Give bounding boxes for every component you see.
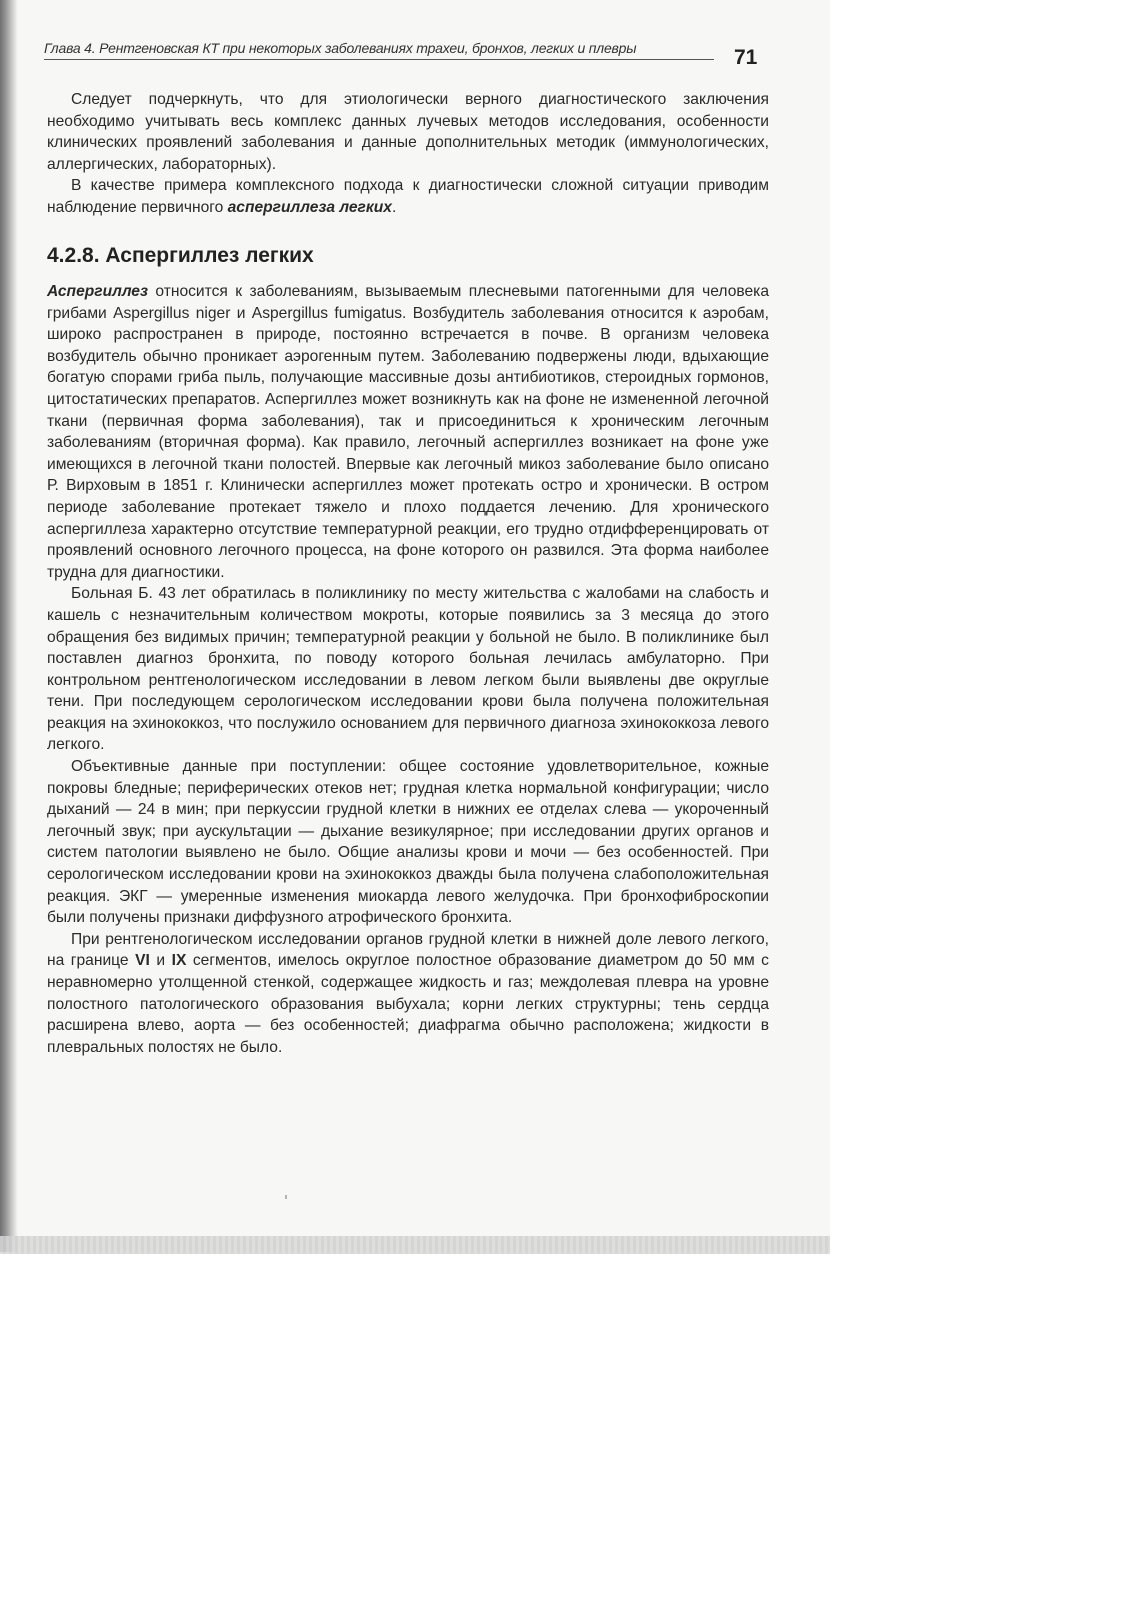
section-paragraph-3: Объективные данные при поступлении: общее состояние удовлетворительное, кожные покровы бледные; периферических отеков нет; грудная клетка нормальной конфигурации; число дыханий — 24 в мин; при перкуссии грудной клетки в нижних ее отделах слева — укороченный легочный звук; при аускультации — дыхание везикулярное; при исследовании других органов и систем патологии выявлено не было. Общие анализы крови и мочи — без особенностей. При серологическом исследовании крови на эхинококкоз дважды была получена слабоположительная реакция. ЭКГ — умеренные изменения миокарда левого желудочка. При бронхофиброскопии были получены признаки диффузного атрофического бронхита. (47, 758, 769, 927)
intro-paragraph-2-text: В качестве примера комплексного подхода к диагностически сложной ситуации приводим наблюдение первичного (47, 177, 769, 216)
section-paragraph-4 (47, 929, 769, 1059)
running-header: Глава 4. Рентгеновская КТ при некоторых заболеваниях трахеи, бронхов, легких и плевры (44, 40, 637, 56)
section-paragraph-1 (47, 281, 769, 583)
intro-paragraph-2-end: . (391, 198, 397, 216)
emphasized-term: аспергиллеза легких (227, 198, 392, 216)
header-rule (44, 59, 714, 60)
intro-text (47, 89, 769, 219)
segment-number: IX (171, 952, 187, 970)
page-number: 71 (734, 46, 758, 69)
section-paragraph-4-end: сегментов, имелось округлое полостное образование диаметром до 50 мм с неравномерно утолщенной стенкой, содержащее жидкость и газ; междолевая плевра на уровне полостного патологического образования выбухала; корни легких структурны; тень сердца расширена влево, аорта — без особенностей; диафрагма обычно расположена; жидкости в плевральных полостях не было. (47, 952, 769, 1056)
conjunction: и (149, 952, 172, 970)
binding-shadow (0, 0, 18, 1252)
scan-speck (285, 1195, 287, 1199)
intro-paragraph-2 (47, 175, 769, 218)
defined-term: Аспергиллез (47, 283, 148, 300)
section-body (47, 281, 769, 1058)
section-heading: 4.2.8. Аспергиллез легких (47, 244, 314, 267)
segment-number: VI (135, 952, 150, 970)
section-paragraph-2: Больная Б. 43 лет обратилась в поликлинику по месту жительства с жалобами на слабость и кашель с незначительным количеством мокроты, которые появились за 3 месяца до этого обращения без видимых причин; температурной реакции у больной не было. В поликлинике был поставлен диагноз бронхита, по поводу которого больная лечилась амбулаторно. При контрольном рентгенологическом исследовании в левом легком были выявлены две округлые тени. При последующем серологическом исследовании крови была получена положительная реакция на эхинококкоз, что послужило основанием для первичного диагноза эхинококкоза левого легкого. (47, 585, 769, 754)
section-paragraph-4-text: При рентгенологическом исследовании органов грудной клетки в нижней доле левого легкого, на границе (47, 930, 769, 970)
scan-bottom-edge (0, 1236, 830, 1254)
section-paragraph-1-text: относится к заболеваниям, вызываемым плесневыми патогенными для человека грибами Aspergillus niger и Aspergillus fumigatus. Возбудитель заболевания относится к аэробам, широко распространен в природе, постоянно встречается в почве. В организм человека возбудитель обычно проникает аэрогенным путем. Заболеванию подвержены люди, вдыхающие богатую спорами гриба пыль, получающие массивные дозы антибиотиков, стероидных гормонов, цитостатических препаратов. Аспергиллез может возникнуть как на фоне не измененной легочной ткани (первичная форма заболевания), так и присоединиться к хроническим легочным заболеваниям (вторичная форма). Как правило, легочный аспергиллез возникает на фоне уже имеющихся в легочной ткани полостей. Впервые как легочный микоз заболевание было описано Р. Вирховым в 1851 г. Клинически аспергиллез может протекать остро и хронически. В остром периоде заболевание протекает тяжело и плохо поддается лечению. Для хронического аспергиллеза характерно отсутствие температурной реакции, его трудно отдифференцировать от проявлений основного легочного процесса, на фоне которого он развился. Эта форма наиболее трудна для диагностики. (47, 283, 769, 581)
intro-paragraph-1: Следует подчеркнуть, что для этиологически верного диагностического заключения необходимо учитывать весь комплекс данных лучевых методов исследования, особенности клинических проявлений заболевания и данные дополнительных методик (иммунологических, аллергических, лабораторных). (47, 91, 769, 173)
